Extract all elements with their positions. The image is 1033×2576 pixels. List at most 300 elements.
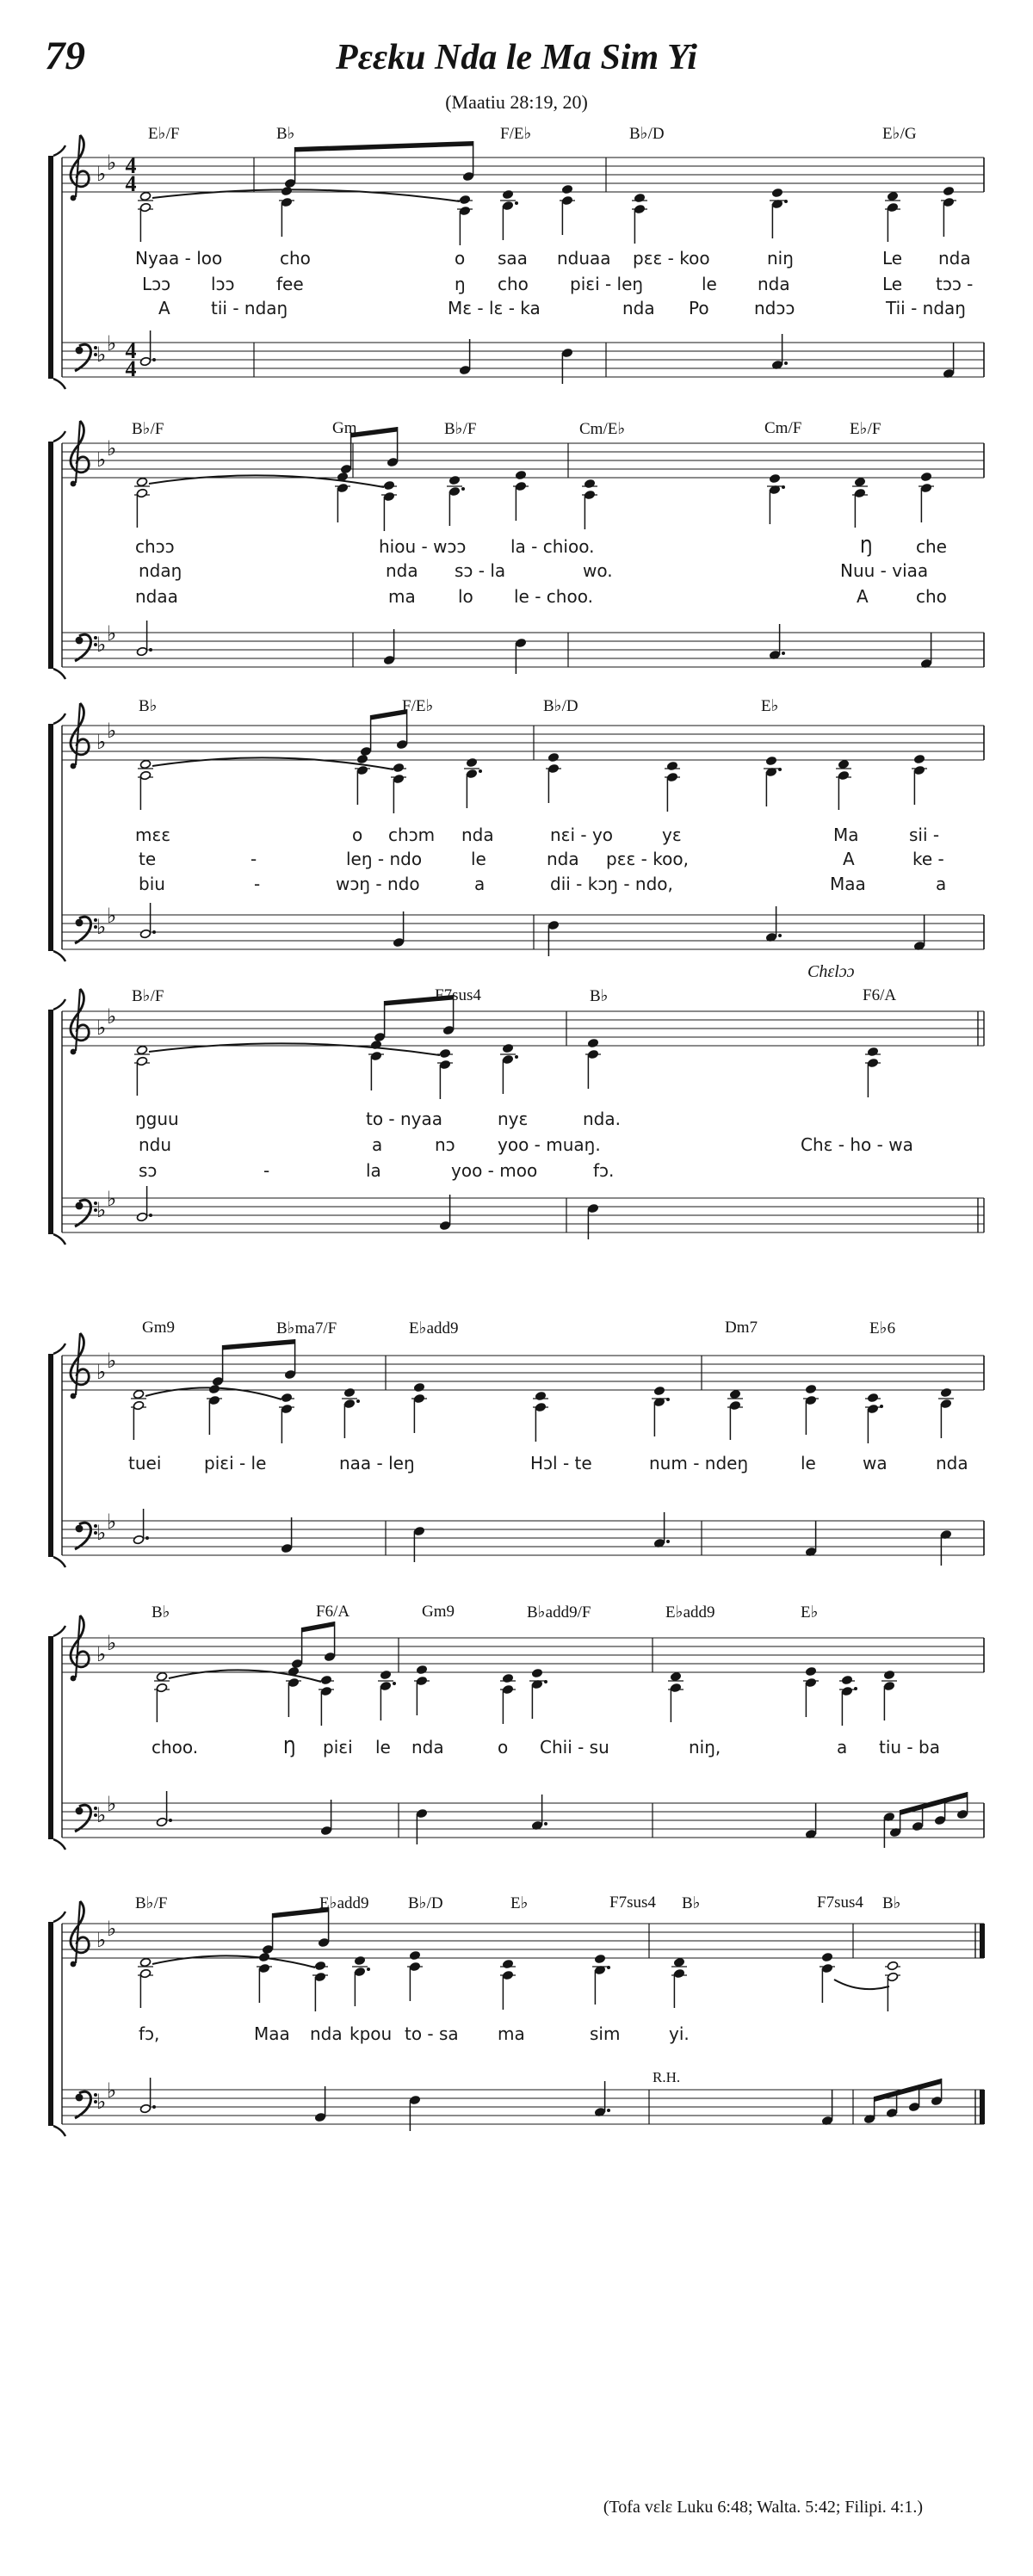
notehead xyxy=(139,191,151,201)
notehead xyxy=(887,191,898,201)
lyric-syllable: nda. xyxy=(583,1109,621,1129)
notehead xyxy=(502,189,513,199)
notehead xyxy=(281,1393,292,1402)
beam xyxy=(351,427,398,438)
notehead xyxy=(502,1673,513,1683)
notehead xyxy=(320,1825,331,1835)
notehead xyxy=(561,195,572,205)
lyric-syllable: nda xyxy=(310,2023,343,2044)
flat-sign: ♭ xyxy=(107,1187,117,1211)
bass-clef xyxy=(76,2094,84,2102)
notehead xyxy=(354,1955,365,1965)
lyric-syllable: tii - ndaŋ xyxy=(211,298,288,318)
hymn-title: Pɛɛku Nda le Ma Sim Yi xyxy=(336,38,697,77)
lyric-syllable: yi. xyxy=(669,2023,690,2044)
notehead xyxy=(360,746,371,756)
lyric-syllable: ma xyxy=(498,2023,525,2044)
lyric-syllable: choo. xyxy=(152,1737,199,1757)
lyric-syllable: nda xyxy=(936,1453,968,1473)
chord-symbol: F6/A xyxy=(316,1603,350,1621)
notehead xyxy=(139,202,151,212)
notehead xyxy=(133,1389,144,1399)
treble-clef-hook xyxy=(71,1049,77,1055)
chord-symbol: B♭/F xyxy=(444,420,477,438)
system-6-staves xyxy=(48,1615,984,1850)
augmentation-dot xyxy=(544,1680,547,1683)
lyric-syllable: o xyxy=(455,248,466,269)
notehead xyxy=(502,1043,513,1053)
lyric-syllable: naa - leŋ xyxy=(339,1453,415,1473)
notehead xyxy=(956,1809,968,1819)
notehead xyxy=(324,1652,335,1661)
notehead xyxy=(502,201,513,210)
flat-sign: ♭ xyxy=(96,1928,107,1952)
notehead xyxy=(653,1386,665,1395)
treble-clef-hook xyxy=(71,1393,77,1399)
lyric-syllable: Po xyxy=(689,298,709,318)
notehead xyxy=(136,488,147,497)
notehead xyxy=(380,1670,391,1679)
flat-sign: ♭ xyxy=(107,151,117,175)
chord-symbol: E♭add9 xyxy=(319,1894,369,1912)
chord-symbol: B♭/F xyxy=(132,987,164,1005)
notehead xyxy=(442,1025,454,1035)
lyric-syllable: piɛi - leŋ xyxy=(570,274,644,294)
notehead xyxy=(854,477,865,486)
chord-symbol: F7sus4 xyxy=(609,1893,656,1912)
notehead xyxy=(396,739,407,749)
augmentation-dot xyxy=(152,2105,156,2109)
notehead xyxy=(912,1821,923,1831)
lyric-syllable: Ŋ xyxy=(860,536,873,557)
notehead xyxy=(908,2102,919,2111)
notehead xyxy=(883,1681,894,1690)
lyric-syllable: le - choo. xyxy=(514,586,593,607)
slur xyxy=(152,189,460,201)
notehead xyxy=(459,365,470,374)
lyric-syllable: Tii - ndaŋ xyxy=(886,298,966,318)
system-5-staves xyxy=(48,1333,984,1567)
final-barline-thick xyxy=(980,1924,985,1958)
lyric-syllable: leŋ - ndo xyxy=(346,849,423,869)
flat-sign: ♭ xyxy=(96,915,107,939)
augmentation-dot xyxy=(393,1682,396,1685)
time-signature-digit: 4 xyxy=(125,356,137,381)
notehead xyxy=(587,1049,598,1059)
notehead xyxy=(547,920,559,930)
flat-sign: ♭ xyxy=(107,2079,117,2103)
notehead xyxy=(670,1671,681,1681)
time-signature-digit: 4 xyxy=(125,338,137,363)
lyric-syllable: yɛ xyxy=(662,825,682,845)
notehead xyxy=(208,1395,220,1405)
beam xyxy=(223,1339,295,1350)
notehead xyxy=(867,1404,878,1413)
lyric-syllable: mɛɛ xyxy=(135,825,171,845)
lyric-syllable: - xyxy=(263,1160,270,1181)
chord-symbol: E♭6 xyxy=(869,1319,896,1337)
notehead xyxy=(370,1051,381,1060)
lyric-syllable: le xyxy=(702,274,717,294)
notehead xyxy=(913,765,925,775)
bass-clef xyxy=(76,347,84,355)
notehead xyxy=(139,1968,151,1978)
notehead xyxy=(887,202,898,212)
lyric-syllable: kpou xyxy=(349,2023,393,2044)
lyric-syllable: lo xyxy=(458,586,473,607)
notehead xyxy=(920,472,931,481)
augmentation-dot xyxy=(854,1687,857,1690)
notehead xyxy=(535,1402,546,1412)
lyric-syllable: le xyxy=(471,849,486,869)
chord-symbol: Gm9 xyxy=(142,1319,175,1337)
notehead xyxy=(466,769,477,778)
notehead xyxy=(281,1404,292,1413)
lyric-syllable: chɔm xyxy=(388,825,436,845)
lyric-syllable: yoo - moo xyxy=(451,1160,538,1181)
flat-sign: ♭ xyxy=(96,1642,107,1666)
notehead xyxy=(459,195,470,204)
bass-clef xyxy=(76,637,84,645)
bass-clef xyxy=(76,919,84,927)
treble-clef-hook xyxy=(71,481,77,487)
slur xyxy=(149,475,384,487)
notehead xyxy=(284,1369,295,1379)
lyric-syllable: te xyxy=(139,849,157,869)
augmentation-dot xyxy=(149,648,152,652)
lyric-syllable: Hɔl - te xyxy=(530,1453,592,1473)
lyric-syllable: a xyxy=(372,1134,383,1155)
bass-clef xyxy=(76,1807,84,1815)
treble-clef-hook xyxy=(71,763,77,769)
lyric-syllable: num - ndeŋ xyxy=(649,1453,749,1473)
notehead xyxy=(284,178,295,188)
notehead xyxy=(343,1399,355,1408)
notehead xyxy=(413,1393,424,1403)
notehead xyxy=(409,1961,420,1971)
lyric-syllable: che xyxy=(916,536,947,557)
beam xyxy=(302,1622,335,1633)
lyric-syllable: niŋ, xyxy=(689,1737,721,1757)
augmentation-dot xyxy=(544,1822,547,1825)
augmentation-dot xyxy=(356,1399,360,1403)
lyric-syllable: a xyxy=(474,874,486,894)
lyric-syllable: nɛi - yo xyxy=(550,825,614,845)
notehead xyxy=(943,186,954,195)
treble-clef-hook xyxy=(71,1676,77,1682)
lyric-syllable: sɔ xyxy=(139,1160,158,1181)
notehead xyxy=(343,1387,355,1397)
notehead xyxy=(515,481,526,491)
lyric-syllable: la - chioo. xyxy=(510,536,595,557)
notehead xyxy=(771,188,782,197)
hymn-subtitle: (Maatiu 28:19, 20) xyxy=(445,91,588,113)
lyric-syllable: nda xyxy=(411,1737,444,1757)
notehead xyxy=(765,756,776,765)
augmentation-dot xyxy=(607,1966,610,1969)
flat-sign: ♭ xyxy=(96,633,107,657)
flat-sign: ♭ xyxy=(96,1198,107,1222)
notehead xyxy=(383,491,394,501)
lyric-syllable: ndaa xyxy=(135,586,178,607)
system-bracket-hook xyxy=(53,1344,65,1567)
lyric-syllable: piɛi - le xyxy=(204,1453,267,1473)
lyric-syllable: cho xyxy=(916,586,947,607)
lyric-syllable: ŋguu xyxy=(135,1109,179,1129)
augmentation-dot xyxy=(778,768,782,771)
lyric-syllable: biu xyxy=(139,874,165,894)
notehead xyxy=(136,1212,147,1221)
augmentation-dot xyxy=(479,769,482,773)
notehead xyxy=(531,1668,542,1677)
system-bracket xyxy=(48,1354,53,1557)
notehead xyxy=(136,477,147,486)
augmentation-dot xyxy=(461,487,465,491)
system-bracket xyxy=(48,156,53,379)
chord-symbol: E♭ xyxy=(801,1603,819,1622)
lyric-syllable: hiou - wɔɔ xyxy=(379,536,467,557)
final-barline-thick xyxy=(980,2090,985,2124)
lyric-syllable: lɔɔ xyxy=(211,274,235,294)
lyric-syllable: fɔ. xyxy=(593,1160,615,1181)
chord-symbol: B♭/D xyxy=(408,1894,443,1912)
notehead xyxy=(867,1393,878,1402)
chord-symbol: B♭add9/F xyxy=(527,1603,591,1622)
chorus-label: Chɛlɔɔ xyxy=(807,962,855,981)
augmentation-dot xyxy=(666,1398,670,1401)
time-signature-digit: 4 xyxy=(125,153,137,178)
flat-sign: ♭ xyxy=(107,904,117,928)
system-bracket xyxy=(48,724,53,951)
notehead xyxy=(887,1972,898,1981)
augmentation-dot xyxy=(515,1055,518,1059)
chord-symbol: B♭/D xyxy=(629,125,665,143)
lyric-syllable: A xyxy=(843,849,855,869)
notehead xyxy=(212,1376,223,1386)
lyric-syllable: nda xyxy=(461,825,494,845)
lyric-syllable: le xyxy=(375,1737,391,1757)
notehead xyxy=(769,473,780,483)
lyric-syllable: Maa xyxy=(254,2023,290,2044)
flat-sign: ♭ xyxy=(96,730,107,754)
chord-symbol: B♭ xyxy=(152,1603,170,1622)
system-bracket-hook xyxy=(53,431,65,679)
lyric-syllable: to - nyaa xyxy=(366,1109,443,1129)
notehead xyxy=(337,483,348,492)
lyric-syllable: ndɔɔ xyxy=(754,298,795,318)
notehead xyxy=(320,1675,331,1684)
lyric-syllable: ke - xyxy=(912,849,944,869)
lyric-syllable: tuei xyxy=(128,1453,162,1473)
flat-sign: ♭ xyxy=(107,1349,117,1373)
lyric-syllable: - xyxy=(254,874,261,894)
notehead xyxy=(314,2112,325,2122)
notehead xyxy=(139,356,151,366)
notehead xyxy=(920,483,931,492)
lyric-syllable: sii - xyxy=(909,825,940,845)
notehead xyxy=(466,757,477,767)
treble-clef-hook xyxy=(71,195,77,201)
notehead xyxy=(262,1944,273,1954)
lyric-syllable: sɔ - la xyxy=(455,560,506,581)
notehead xyxy=(416,1665,427,1674)
chord-symbol: B♭ma7/F xyxy=(276,1319,337,1337)
chord-symbol: F7sus4 xyxy=(817,1893,863,1912)
notehead xyxy=(838,770,849,780)
notehead xyxy=(281,197,292,207)
notehead xyxy=(136,1045,147,1054)
notehead xyxy=(156,1671,167,1681)
chord-symbol: B♭ xyxy=(276,125,295,143)
notehead xyxy=(805,1666,816,1676)
notehead xyxy=(393,937,404,947)
notehead xyxy=(547,763,559,773)
notehead xyxy=(409,2095,420,2104)
slur xyxy=(152,1955,315,1968)
lyric-syllable: Le xyxy=(882,274,903,294)
chord-symbol: E♭ xyxy=(510,1894,529,1912)
notehead xyxy=(841,1686,852,1696)
lyric-syllable: nda xyxy=(622,298,655,318)
lyric-syllable: Nuu - viaa xyxy=(840,560,929,581)
chord-symbol: B♭/D xyxy=(543,697,578,715)
notehead xyxy=(354,1967,365,1976)
augmentation-dot xyxy=(666,1540,670,1543)
flat-sign: ♭ xyxy=(96,1360,107,1384)
notehead xyxy=(805,1677,816,1687)
notehead xyxy=(139,1957,151,1967)
notehead xyxy=(887,1961,898,1970)
chord-symbol: Gm xyxy=(332,419,357,437)
notehead xyxy=(634,193,645,202)
notehead xyxy=(502,1684,513,1694)
flat-sign: ♭ xyxy=(107,621,117,646)
lyric-syllable: wo. xyxy=(583,560,613,581)
lyric-syllable: a xyxy=(837,1737,848,1757)
notehead xyxy=(515,638,526,647)
notehead xyxy=(281,186,292,195)
notehead xyxy=(356,754,368,763)
flat-sign: ♭ xyxy=(107,1792,117,1816)
chord-symbol: Dm7 xyxy=(725,1319,758,1337)
lyric-syllable: A xyxy=(158,298,170,318)
lyric-syllable: fɔ, xyxy=(139,2023,160,2044)
lyric-syllable: ŋ xyxy=(455,274,466,294)
system-7-staves xyxy=(48,1901,985,2136)
lyric-syllable: tɔɔ - xyxy=(936,274,974,294)
flat-sign: ♭ xyxy=(96,343,107,367)
lyric-syllable: dii - kɔŋ - ndo, xyxy=(550,874,673,894)
notehead xyxy=(584,479,595,488)
flat-sign: ♭ xyxy=(107,1510,117,1534)
chord-symbol: B♭/F xyxy=(132,420,164,438)
notehead xyxy=(374,1032,385,1041)
notehead xyxy=(136,646,147,656)
notehead xyxy=(584,490,595,499)
notehead xyxy=(594,1954,605,1963)
notehead xyxy=(821,1952,832,1961)
lyric-syllable: Mɛ - lɛ - ka xyxy=(448,298,541,318)
notehead xyxy=(502,1959,513,1968)
notehead xyxy=(416,1676,427,1685)
notehead xyxy=(136,1056,147,1066)
notehead xyxy=(666,761,677,770)
time-signature-digit: 4 xyxy=(125,171,137,196)
lyric-syllable: to - sa xyxy=(405,2023,459,2044)
flat-sign: ♭ xyxy=(96,1521,107,1545)
bass-clef xyxy=(76,1202,84,1210)
lyric-syllable: a xyxy=(936,874,947,894)
notehead xyxy=(940,1399,951,1408)
notehead xyxy=(670,1683,681,1692)
notehead xyxy=(356,765,368,775)
augmentation-dot xyxy=(367,1968,370,1971)
lyric-syllable: Chii - su xyxy=(540,1737,609,1757)
chord-symbol: B♭ xyxy=(882,1894,901,1912)
treble-clef-hook xyxy=(71,1961,77,1968)
lyric-syllable: nda xyxy=(938,248,971,269)
lyric-syllable: la xyxy=(366,1160,381,1181)
chord-symbol: B♭ xyxy=(590,987,609,1005)
notehead xyxy=(387,457,398,466)
flat-sign: ♭ xyxy=(96,1016,107,1040)
lyric-syllable: yoo - muaŋ. xyxy=(498,1134,601,1155)
lyric-syllable: piɛi xyxy=(323,1737,353,1757)
lyric-syllable: tiu - ba xyxy=(879,1737,940,1757)
notehead xyxy=(314,1961,325,1970)
notehead xyxy=(413,1526,424,1535)
notehead xyxy=(666,772,677,781)
notehead xyxy=(459,206,470,215)
lyric-syllable: o xyxy=(498,1737,509,1757)
notehead xyxy=(587,1038,598,1047)
lyric-syllable: Lɔɔ xyxy=(142,274,171,294)
chord-symbol: B♭ xyxy=(139,697,158,715)
augmentation-dot xyxy=(782,652,785,655)
notehead xyxy=(913,754,925,763)
system-bracket-hook xyxy=(53,713,65,961)
notehead xyxy=(383,480,394,490)
notehead xyxy=(587,1203,598,1213)
lyric-syllable: A xyxy=(857,586,869,607)
lyric-syllable: nɔ xyxy=(435,1134,455,1155)
notehead xyxy=(867,1047,878,1056)
notehead xyxy=(931,2096,942,2105)
augmentation-dot xyxy=(145,1536,149,1540)
slur xyxy=(152,757,393,769)
notehead xyxy=(838,759,849,769)
augmentation-dot xyxy=(880,1405,883,1408)
notehead xyxy=(448,475,460,485)
right-hand-label: R.H. xyxy=(653,2069,681,2085)
notehead xyxy=(340,464,351,473)
notehead xyxy=(413,1382,424,1392)
lyric-syllable: le xyxy=(801,1453,816,1473)
augmentation-dot xyxy=(149,1214,152,1217)
lyric-syllable: saa xyxy=(498,248,528,269)
flat-sign: ♭ xyxy=(96,162,107,186)
notehead xyxy=(139,929,151,938)
chord-symbol: E♭add9 xyxy=(409,1319,459,1337)
notehead xyxy=(448,486,460,496)
system-bracket xyxy=(48,442,53,669)
chord-symbol: E♭add9 xyxy=(665,1603,715,1622)
notehead xyxy=(320,1686,331,1696)
augmentation-dot xyxy=(778,934,782,937)
notehead xyxy=(673,1968,684,1978)
lyric-syllable: sim xyxy=(590,2023,621,2044)
system-bracket-hook xyxy=(53,145,65,389)
